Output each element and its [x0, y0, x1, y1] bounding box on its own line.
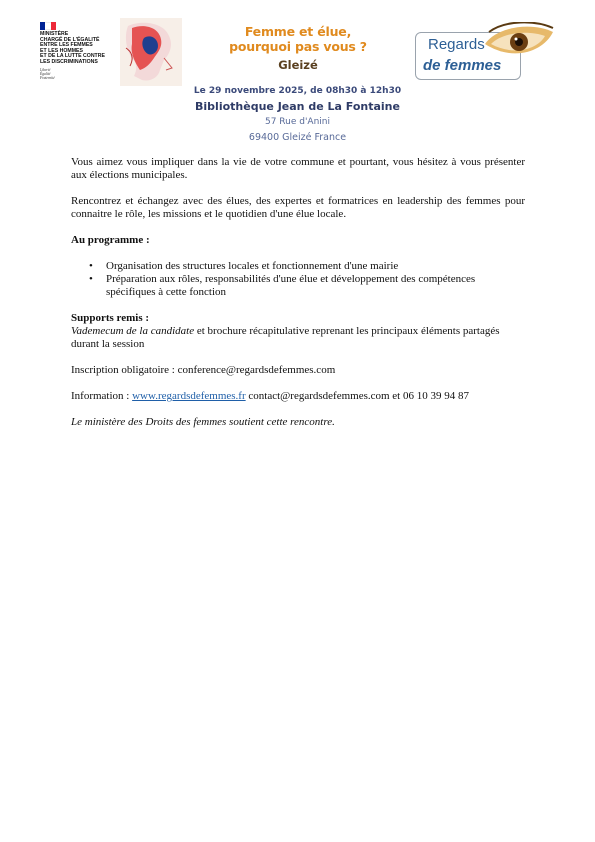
event-title-block: [206, 24, 390, 73]
supports-paragraph: [71, 325, 525, 351]
supports-text: et brochure récapitulative reprenant les principaux éléments partagés durant la session: [71, 325, 500, 350]
supports-heading: Supports remis :: [71, 312, 150, 324]
ministry-name-line: ET DE LA LUTTE CONTRE: [40, 53, 105, 60]
bullet-icon: •: [89, 260, 93, 272]
republic-motto: [40, 68, 120, 80]
list-item: [71, 273, 525, 299]
information-line: [71, 390, 525, 403]
event-title-line: pourquoi pas vous ?: [229, 39, 367, 54]
event-title-line: Femme et élue,: [244, 24, 352, 39]
ministry-name-line: CHARGÉ DE L'ÉGALITÉ: [40, 36, 100, 43]
event-city: 69400 Gleizé France: [248, 132, 347, 143]
event-street: 57 Rue d'Anini: [264, 117, 331, 127]
event-venue: Bibliothèque Jean de La Fontaine: [195, 100, 400, 113]
bullet-icon: •: [89, 273, 93, 285]
programme-heading: Au programme :: [71, 234, 150, 246]
regards-de-femmes-logo: [415, 22, 555, 82]
ministry-name-line: ENTRE LES FEMMES: [40, 42, 93, 49]
programme-item-text: Préparation aux rôles, responsabilités d'une élue et développement des compétences spécifiques à cette fonction: [106, 273, 476, 298]
list-item: [71, 260, 525, 273]
logo-text-femmes: de femmes: [423, 57, 502, 74]
ministry-logo: [40, 22, 120, 80]
website-link[interactable]: www.regardsdefemmes.fr: [132, 390, 246, 402]
motto-line: Égalité: [40, 71, 51, 76]
logo-text-regards: Regards: [428, 36, 485, 53]
ministry-support-note: Le ministère des Droits des femmes soutient cette rencontre.: [71, 416, 335, 428]
event-date: Le 29 novembre 2025, de 08h30 à 12h30: [193, 86, 402, 96]
programme-list: [71, 260, 525, 299]
supports-title-italic: Vademecum de la candidate: [71, 325, 195, 337]
eye-icon: [483, 22, 555, 62]
woman-profile-illustration: [120, 18, 182, 86]
document-body: [71, 156, 525, 429]
information-contact: contact@regardsdefemmes.com et 06 10 39 94 87: [245, 390, 469, 402]
ministry-name-line: ET LES HOMMES: [40, 47, 83, 54]
inscription-line: Inscription obligatoire : conference@regardsdefemmes.com: [71, 364, 336, 376]
intro-paragraph: Vous aimez vous impliquer dans la vie de votre commune et pourtant, vous hésitez à vous présenter aux élections municipales.: [71, 156, 525, 181]
ministry-name-line: MINISTÈRE: [40, 31, 69, 37]
motto-line: Fraternité: [40, 75, 55, 80]
information-label: Information :: [71, 390, 133, 402]
meet-paragraph: Rencontrez et échangez avec des élues, des expertes et formatrices en leadership des femmes pour connaitre le rôle, les missions et le quotidien d'une élue locale.: [71, 195, 525, 220]
event-city-title: Gleizé: [278, 58, 318, 72]
french-flag-icon: [40, 22, 56, 30]
motto-line: Liberté: [40, 67, 51, 72]
ministry-name-line: LES DISCRIMINATIONS: [40, 58, 98, 65]
programme-item-text: Organisation des structures locales et fonctionnement d'une mairie: [106, 260, 399, 272]
